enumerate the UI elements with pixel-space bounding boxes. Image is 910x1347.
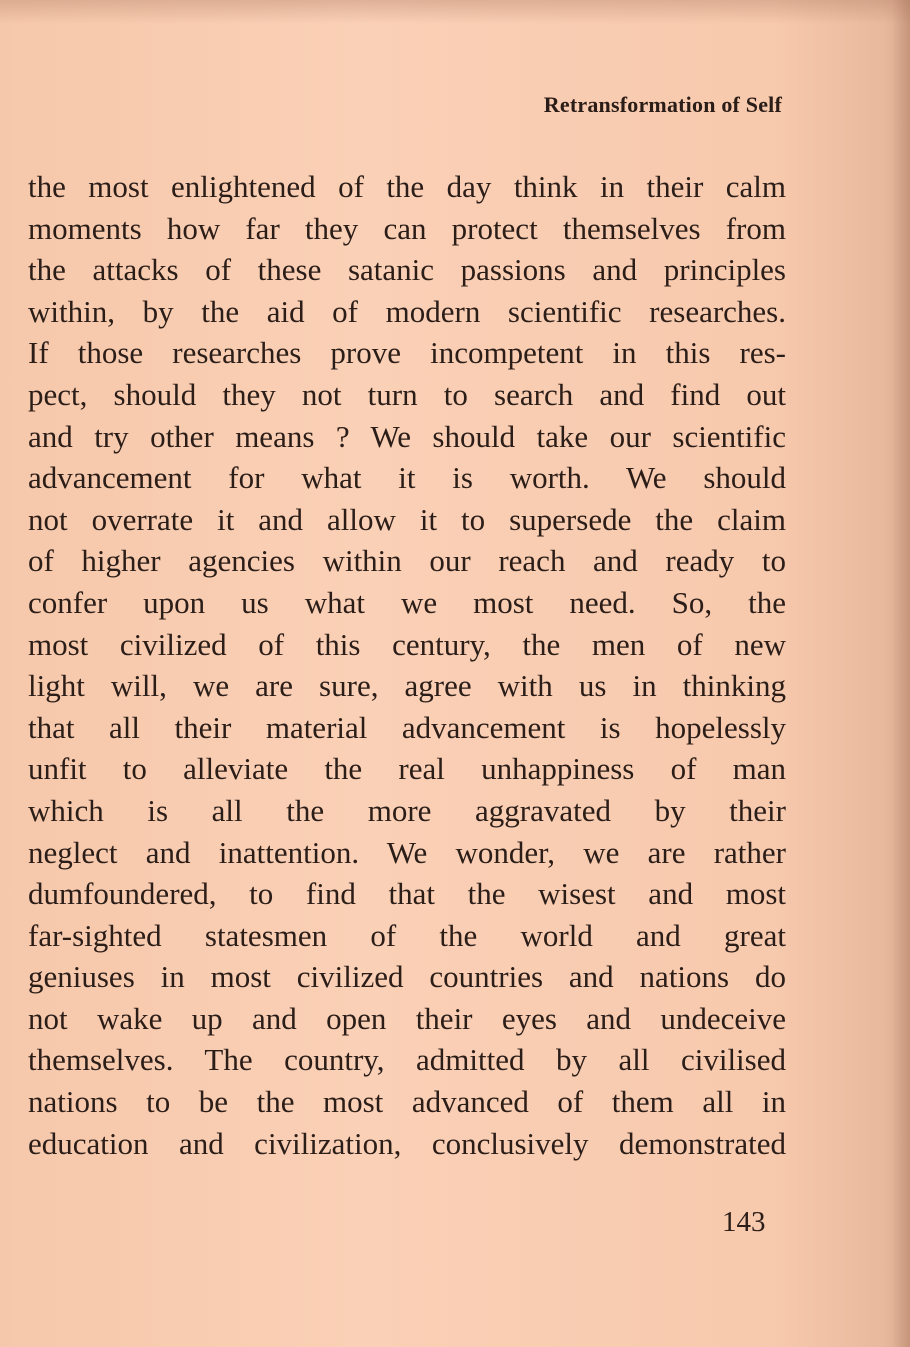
text-line: the most enlightened of the day think in their calm	[28, 169, 786, 204]
text-line: unfit to alleviate the real unhappiness of man	[28, 751, 786, 787]
body-text	[28, 166, 786, 1164]
text-line: within, by the aid of modern scientific researches.	[28, 293, 786, 329]
text-line: most civilized of this century, the men of new	[28, 626, 786, 662]
text-line: education and civilization, conclusively demonstrated	[28, 1125, 786, 1161]
text-line: which is all the more aggravated by their	[28, 792, 786, 828]
text-line: If those researches prove incompetent in this res-	[28, 335, 786, 371]
text-line: far-sighted statesmen of the world and great	[28, 917, 786, 953]
text-line: dumfoundered, to find that the wisest and most	[28, 876, 786, 912]
text-line: the attacks of these satanic passions and principles	[28, 252, 786, 288]
text-line: of higher agencies within our reach and ready to	[28, 543, 786, 579]
text-line: confer upon us what we most need. So, the	[28, 584, 786, 620]
text-line: pect, should they not turn to search and find out	[28, 376, 786, 412]
page-number: 143	[722, 1206, 766, 1238]
running-head: Retransformation of Self	[543, 92, 782, 117]
text-line: advancement for what it is worth. We should	[28, 460, 786, 496]
text-line: not overrate it and allow it to supersede the claim	[28, 501, 786, 537]
page-top-shadow	[0, 0, 910, 24]
text-line: geniuses in most civilized countries and nations do	[28, 959, 786, 995]
text-line: not wake up and open their eyes and undeceive	[28, 1000, 786, 1036]
text-line: moments how far they can protect themselves from	[28, 210, 786, 246]
text-line: and try other means ? We should take our scientific	[28, 418, 786, 454]
text-line: neglect and inattention. We wonder, we are rather	[28, 834, 786, 870]
text-line: that all their material advancement is hopelessly	[28, 709, 786, 745]
text-line: themselves. The country, admitted by all civilised	[28, 1042, 786, 1078]
text-line: light will, we are sure, agree with us in thinking	[28, 668, 786, 704]
page-right-edge	[892, 0, 910, 1347]
text-line: nations to be the most advanced of them all in	[28, 1084, 786, 1120]
